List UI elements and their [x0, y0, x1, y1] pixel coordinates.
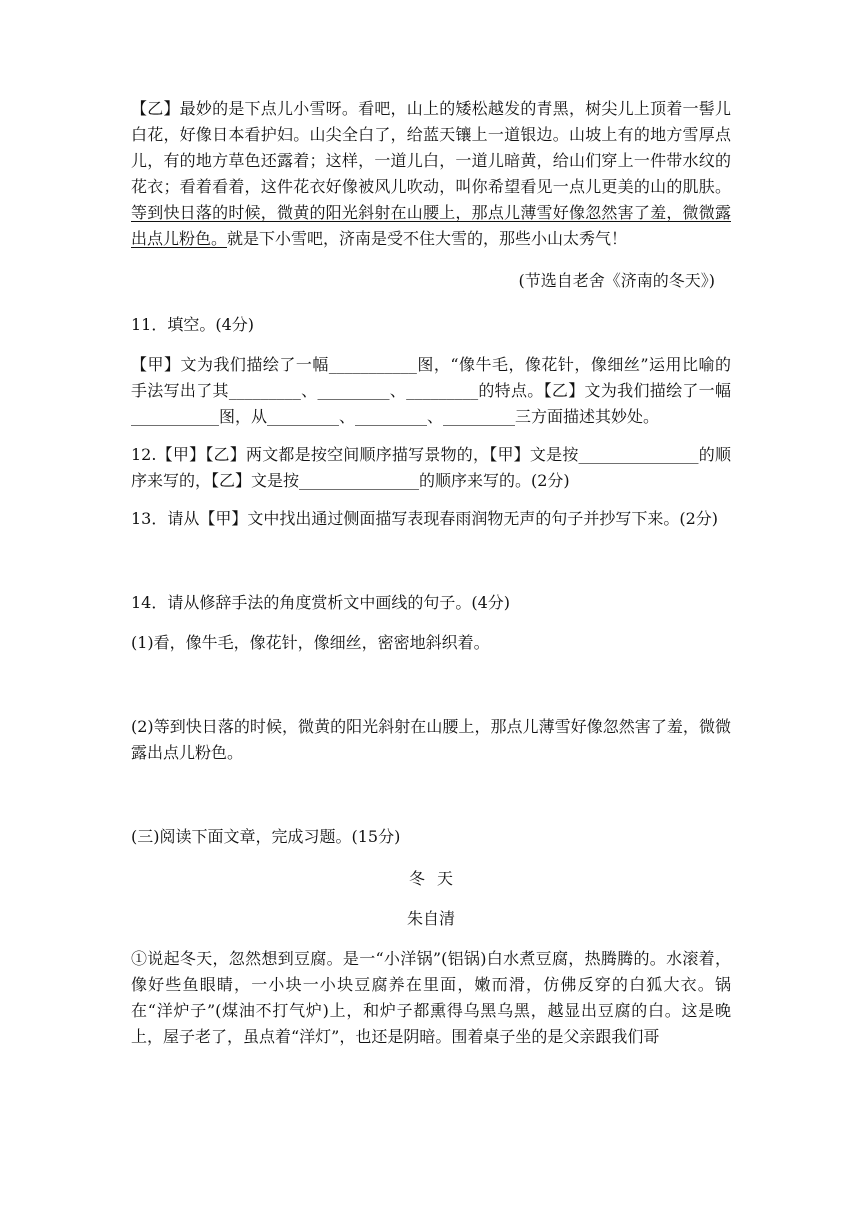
- question-13: 13．请从【甲】文中找出通过侧面描写表现春雨润物无声的句子并抄写下来。(2分): [131, 509, 719, 528]
- question-14-title: 14．请从修辞手法的角度赏析文中画线的句子。(4分): [131, 593, 511, 612]
- essay-author: 朱自清: [406, 909, 455, 928]
- question-14-part-2: (2)等到快日落的时候，微黄的阳光斜射在山腰上，那点儿薄雪好像忽然害了羞，微微露出点儿粉色。: [131, 717, 731, 762]
- question-14-part-1: (1)看，像牛毛，像花针，像细丝，密密地斜织着。: [131, 633, 490, 652]
- passage-yi-part1: 【乙】最妙的是下点儿小雪呀。看吧，山上的矮松越发的青黑，树尖儿上顶着一髻儿白花，好像日本看护妇。山尖全白了，给蓝天镶上一道银边。山坡上有的地方雪厚点儿，有的地方草色还露着；这样，一道儿白，一道儿暗黄，给山们穿上一件带水纹的花衣；看着看着，这件花衣好像被风儿吹动，叫你希望看见一点儿更美的山的肌肤。: [131, 99, 731, 196]
- passage-yi-underlined-sentence: 等到快日落的时候，微黄的阳光斜射在山腰上，那点儿薄雪好像忽然害了羞，微微露出点儿粉色。: [131, 203, 731, 248]
- passage-yi: [131, 96, 731, 252]
- document-page: [131, 96, 731, 1050]
- question-11-title: 11．填空。(4分): [131, 315, 255, 334]
- essay-paragraph-1: ①说起冬天，忽然想到豆腐。是一“小洋锅”(铝锅)白水煮豆腐，热腾腾的。水滚着，像好些鱼眼睛，一小块一小块豆腐养在里面，嫩而滑，仿佛反穿的白狐大衣。锅在“洋炉子”(煤油不打气炉)上，和炉子都熏得乌黑乌黑，越显出豆腐的白。这是晚上，屋子老了，虽点着“洋灯”，也还是阴暗。围着桌子坐的是父亲跟我们哥: [131, 949, 731, 1046]
- passage-yi-source: (节选自老舍《济南的冬天》): [518, 271, 715, 290]
- question-11-body: 【甲】文为我们描绘了一幅___________图，“像牛毛，像花针，像细丝”运用比喻的手法写出了其_________、_________、_________的特点。【乙】文为我们描绘了一幅___________图，从_________、_________、_________三方面描述其妙处。: [131, 355, 731, 426]
- section-3-heading: (三)阅读下面文章，完成习题。(15分): [131, 827, 401, 846]
- passage-yi-part2: 就是下小雪吧，济南是受不住大雪的，那些小山太秀气！: [227, 229, 628, 248]
- question-12: 12.【甲】【乙】两文都是按空间顺序描写景物的，【甲】文是按_______________的顺序来写的，【乙】文是按_______________的顺序来写的。(2分): [131, 445, 731, 490]
- essay-title: 冬天: [408, 869, 465, 888]
